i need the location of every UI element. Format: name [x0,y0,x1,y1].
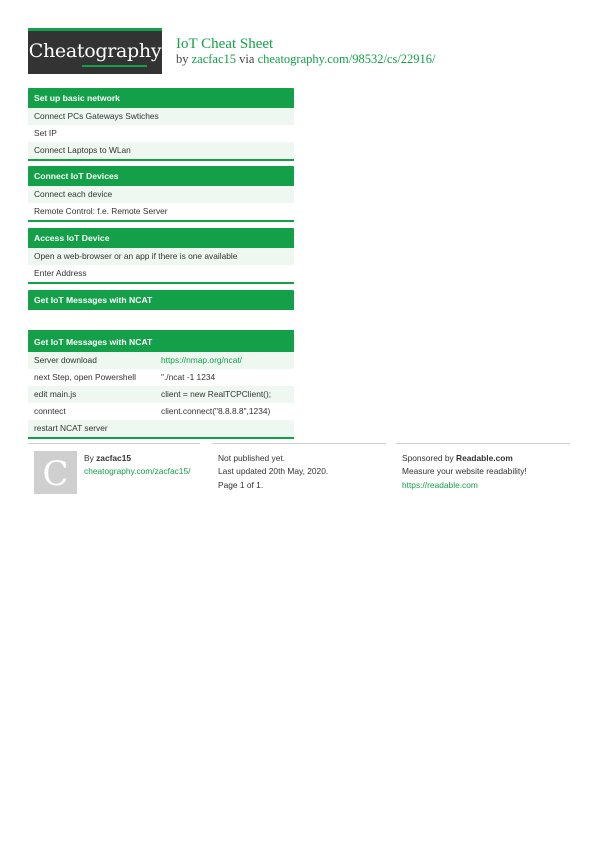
section-connect-iot-devices [28,166,294,222]
byline [176,52,436,67]
cell-text: Set IP [34,128,57,138]
sponsor-url-link[interactable]: https://readable.com [402,480,478,490]
cell-label: conntect [34,406,66,416]
empty-body [28,310,294,330]
section-divider [28,159,294,161]
ncat-download-link[interactable]: https://nmap.org/ncat/ [161,355,243,365]
page-number: Page 1 of 1. [218,480,264,490]
footer-author-url [84,466,190,476]
footer-author [84,453,131,463]
table-row [28,265,294,282]
table-row [28,420,294,437]
cell-text: Open a web-browser or an app if there is one available [34,251,238,261]
section-title: Connect IoT Devices [28,166,294,186]
cell-label: edit main.js [34,389,77,399]
section-title: Access IoT Device [28,228,294,248]
footer-rule [28,443,200,444]
table-row [28,369,294,386]
cell-text: Connect Laptops to WLan [34,145,131,155]
sheet-url-link[interactable]: cheatography.com/98532/cs/22916/ [257,52,436,66]
author-link[interactable]: zacfac15 [191,52,237,66]
by-label: By [84,453,97,463]
section-get-iot-messages-ncat [28,332,294,439]
cell-label: next Step, open Powershell [34,372,136,382]
cell-text: Enter Address [34,268,87,278]
table-row [28,352,294,369]
byline-prefix: by [176,52,192,66]
table-row [28,403,294,420]
cell-value: client = new RealTCPClient(); [161,389,272,399]
avatar-letter: C [42,454,69,494]
cell-text: Connect PCs Gateways Swtiches [34,111,159,121]
byline-via: via [236,52,258,66]
cell-label: restart NCAT server [34,423,108,433]
table-row [28,108,294,125]
table-row [28,125,294,142]
last-updated: Last updated 20th May, 2020. [218,466,329,476]
cell-label: Server download [34,355,97,365]
table-row [28,386,294,403]
section-title: Get IoT Messages with NCAT [28,290,294,310]
sponsor-url [402,480,478,490]
section-get-iot-messages-empty [28,290,294,332]
cell-value: "./ncat -1 1234 [161,372,216,382]
cell-text: Connect each device [34,189,113,199]
table-row [28,248,294,265]
table-row [28,203,294,220]
footer-rule [396,443,570,444]
sponsor-name: Readable.com [456,453,513,463]
table-row [28,186,294,203]
page-title: IoT Cheat Sheet [176,36,274,52]
logo-underline [82,65,147,67]
section-set-up-basic-network [28,88,294,161]
section-access-iot-device [28,228,294,284]
author-url-link[interactable]: cheatography.com/zacfac15/ [84,466,191,476]
sponsored-prefix: Sponsored by [402,453,457,463]
logo-text: Cheatography [28,40,162,62]
author-name[interactable]: zacfac15 [96,453,132,463]
section-divider [28,437,294,439]
section-title: Get IoT Messages with NCAT [28,332,294,352]
footer-rule [212,443,386,444]
cell-text: Remote Control: f.e. Remote Server [34,206,168,216]
avatar [34,451,77,494]
sponsor-line [402,453,513,463]
cheatography-logo[interactable] [28,28,162,74]
section-divider [28,220,294,222]
sponsor-tagline: Measure your website readability! [402,466,527,476]
cell-value: client.connect("8.8.8.8",1234) [161,406,271,416]
table-row [28,142,294,159]
section-divider [28,282,294,284]
section-title: Set up basic network [28,88,294,108]
publish-status: Not published yet. [218,453,286,463]
